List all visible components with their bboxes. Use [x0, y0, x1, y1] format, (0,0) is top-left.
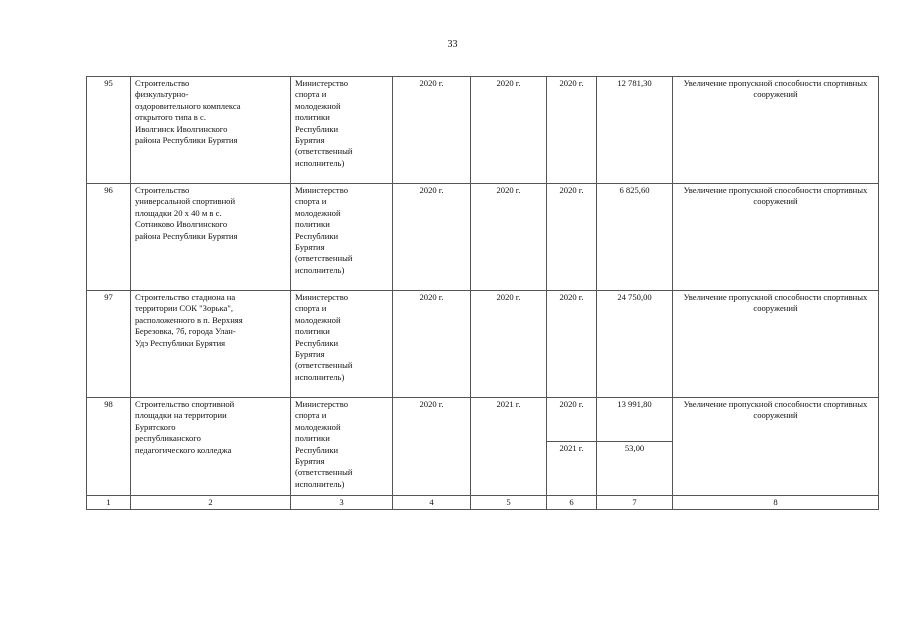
- start-year: 2020 г.: [393, 291, 471, 398]
- row-number: 96: [87, 184, 131, 291]
- column-number: 4: [393, 496, 471, 510]
- row-number: 95: [87, 77, 131, 184]
- program-table: [86, 76, 879, 510]
- finance-sum: 24 750,00: [597, 291, 673, 398]
- object-name: Строительство универсальной спортивной площадки 20 х 40 м в с. Сотниково Иволгинского района Республики Бурятия: [131, 184, 291, 291]
- column-number: 6: [547, 496, 597, 510]
- object-name: Строительство стадиона на территории СОК "Зорька", расположенного в п. Верхняя Березовка, 7б, города Улан- Удэ Республики Бурятия: [131, 291, 291, 398]
- column-number: 2: [131, 496, 291, 510]
- end-year: 2021 г.: [471, 398, 547, 496]
- end-year: 2020 г.: [471, 184, 547, 291]
- start-year: 2020 г.: [393, 77, 471, 184]
- column-number: 3: [291, 496, 393, 510]
- column-number: 7: [597, 496, 673, 510]
- table-row: [87, 398, 879, 442]
- start-year: 2020 г.: [393, 398, 471, 496]
- executor: Министерство спорта и молодежной политики Республики Бурятия (ответственный исполнитель): [291, 291, 393, 398]
- end-year: 2020 г.: [471, 291, 547, 398]
- executor: Министерство спорта и молодежной политики Республики Бурятия (ответственный исполнитель): [291, 77, 393, 184]
- column-number-row: [87, 496, 879, 510]
- table-row: [87, 291, 879, 398]
- expected-result: Увеличение пропускной способности спортивных сооружений: [673, 77, 879, 184]
- object-name: Строительство спортивной площадки на территории Бурятского республиканского педагогического колледжа: [131, 398, 291, 496]
- finance-year: 2020 г.: [547, 398, 597, 442]
- expected-result: Увеличение пропускной способности спортивных сооружений: [673, 291, 879, 398]
- finance-sum: 12 781,30: [597, 77, 673, 184]
- finance-year: 2020 г.: [547, 77, 597, 184]
- finance-sum-2: 53,00: [597, 442, 673, 496]
- expected-result: Увеличение пропускной способности спортивных сооружений: [673, 398, 879, 496]
- column-number: 5: [471, 496, 547, 510]
- table-row: [87, 77, 879, 184]
- page-number: 33: [447, 39, 458, 50]
- table-row: [87, 184, 879, 291]
- finance-sum: 13 991,80: [597, 398, 673, 442]
- object-name: Строительство физкультурно- оздоровительного комплекса открытого типа в с. Иволгинск Иволгинского района Республики Бурятия: [131, 77, 291, 184]
- finance-year: 2020 г.: [547, 291, 597, 398]
- start-year: 2020 г.: [393, 184, 471, 291]
- row-number: 97: [87, 291, 131, 398]
- finance-sum: 6 825,60: [597, 184, 673, 291]
- column-number: 8: [673, 496, 879, 510]
- column-number: 1: [87, 496, 131, 510]
- end-year: 2020 г.: [471, 77, 547, 184]
- executor: Министерство спорта и молодежной политики Республики Бурятия (ответственный исполнитель): [291, 184, 393, 291]
- row-number: 98: [87, 398, 131, 496]
- executor: Министерство спорта и молодежной политики Республики Бурятия (ответственный исполнитель): [291, 398, 393, 496]
- expected-result: Увеличение пропускной способности спортивных сооружений: [673, 184, 879, 291]
- finance-year: 2020 г.: [547, 184, 597, 291]
- finance-year-2: 2021 г.: [547, 442, 597, 496]
